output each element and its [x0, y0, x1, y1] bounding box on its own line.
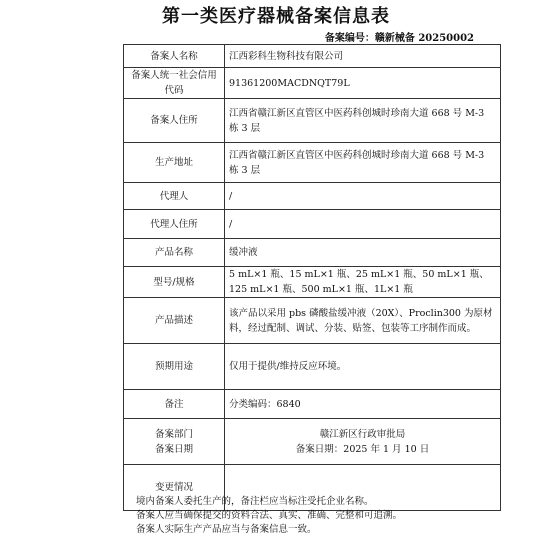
table-row — [124, 344, 501, 390]
row-value: 该产品以采用 pbs 磷酸盐缓冲液（20X）、Proclin300 为原材料，经过配制、调试、分装、贴签、包装等工序制作而成。 — [225, 298, 501, 344]
table-row — [124, 99, 501, 143]
row-value: 缓冲液 — [225, 239, 501, 267]
row-value: 江西省赣江新区直管区中医药科创城时珍南大道 668 号 M-3 栋 3 层 — [225, 99, 501, 143]
row-label: 产品描述 — [124, 298, 225, 344]
footnote: 备案人实际生产产品应当与备案信息一致。 — [136, 524, 317, 535]
document-title: 第一类医疗器械备案信息表 — [162, 6, 390, 27]
row-value: 分类编码：6840 — [225, 390, 501, 419]
table-row — [124, 298, 501, 344]
row-label: 代理人 — [124, 183, 225, 210]
registration-info-table — [123, 44, 501, 511]
row-label: 备案人住所 — [124, 99, 225, 143]
row-label: 预期用途 — [124, 344, 225, 390]
table-row — [124, 68, 501, 99]
row-label: 产品名称 — [124, 239, 225, 267]
row-value: 江西彩科生物科技有限公司 — [225, 45, 501, 68]
row-label: 代理人住所 — [124, 210, 225, 239]
row-value: 91361200MACDNQT79L — [225, 68, 501, 99]
row-value: 江西省赣江新区直管区中医药科创城时珍南大道 668 号 M-3 栋 3 层 — [225, 143, 501, 183]
table-row — [124, 210, 501, 239]
table-row — [124, 267, 501, 298]
row-label: 备案部门 备案日期 — [124, 419, 225, 465]
row-value: 赣江新区行政审批局 备案日期：2025 年 1 月 10 日 — [225, 419, 501, 465]
row-value: 5 mL×1 瓶、15 mL×1 瓶、25 mL×1 瓶、50 mL×1 瓶、125 mL×1 瓶、500 mL×1 瓶、1L×1 瓶 — [225, 267, 501, 298]
row-label: 备案人名称 — [124, 45, 225, 68]
table-row — [124, 45, 501, 68]
row-label: 生产地址 — [124, 143, 225, 183]
footnote: 境内备案人委托生产的，备注栏应当标注受托企业名称。 — [136, 496, 374, 507]
table-row — [124, 419, 501, 465]
record-number: 备案编号：赣新械备 20250002 — [324, 33, 474, 44]
row-label: 备案人统一社会信用代码 — [124, 68, 225, 99]
table-row — [124, 239, 501, 267]
footnotes — [136, 495, 402, 537]
footnote: 备案人应当确保提交的资料合法、真实、准确、完整和可追溯。 — [136, 510, 403, 521]
table-row — [124, 143, 501, 183]
row-label: 型号/规格 — [124, 267, 225, 298]
table-row — [124, 183, 501, 210]
table-row — [124, 390, 501, 419]
row-value: 仅用于提供/维持反应环境。 — [225, 344, 501, 390]
row-label: 备注 — [124, 390, 225, 419]
row-value: / — [225, 183, 501, 210]
row-label: 变更情况 — [124, 465, 225, 511]
row-value: / — [225, 210, 501, 239]
